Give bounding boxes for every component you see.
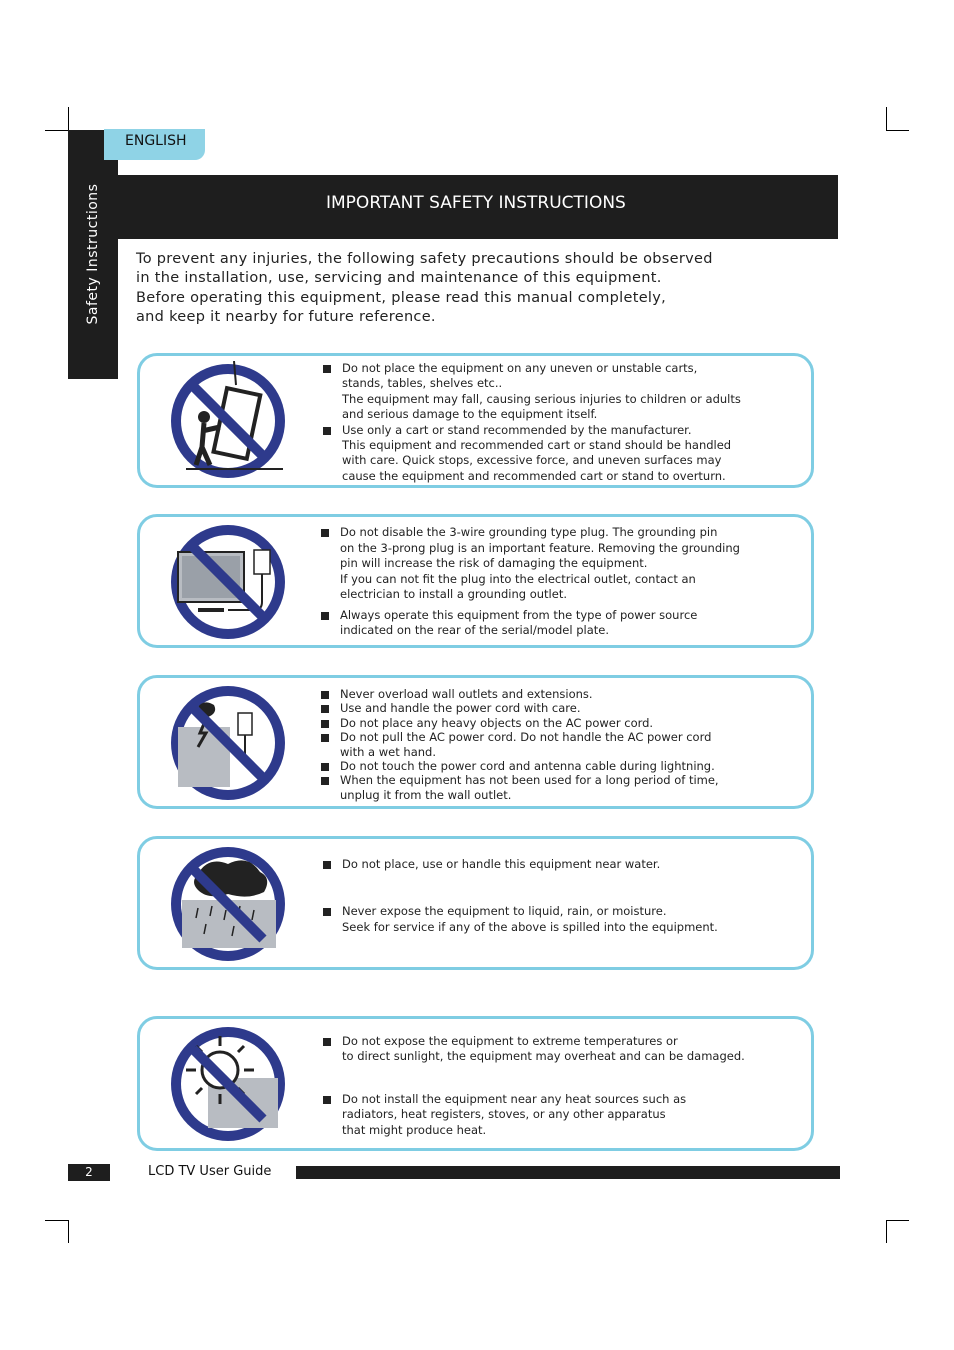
intro-line: To prevent any injuries, the following safety precautions should be observed	[136, 251, 713, 267]
footer-bar	[296, 1166, 840, 1179]
list-item: Do not place, use or handle this equipment near water.	[323, 857, 718, 872]
list-item: Use and handle the power cord with care.	[321, 701, 719, 715]
list-item: When the equipment has not been used for a long period of time, unplug it from the wall outlet.	[321, 773, 719, 802]
list-item: Do not touch the power cord and antenna cable during lightning.	[321, 759, 719, 773]
crop-mark	[886, 1220, 909, 1221]
intro-line: Before operating this equipment, please read this manual completely,	[136, 289, 667, 306]
list-item: Never overload wall outlets and extensions.	[321, 687, 719, 701]
safety-section-cart	[137, 353, 814, 488]
list-item: Use only a cart or stand recommended by the manufacturer. This equipment and recommended cart or stand should be handled with care. Quick stops, excessive force, and uneven surfaces may cause the equipment and recommended cart or stand to overturn.	[323, 423, 741, 485]
side-tab-label: Safety Instructions	[85, 183, 101, 325]
list-item: Always operate this equipment from the type of power source indicated on the rear of the serial/model plate.	[321, 608, 740, 639]
list-item: Do not place the equipment on any uneven or unstable carts, stands, tables, shelves etc.. The equipment may fall, causing serious injuries to children or adults and serious damage to the equipment itself.	[323, 361, 741, 423]
crop-mark	[886, 107, 887, 130]
bullet-list	[323, 1034, 745, 1138]
intro-line: and keep it nearby for future reference.	[136, 308, 436, 325]
page-number: 2	[68, 1164, 110, 1181]
guide-title: LCD TV User Guide	[148, 1164, 272, 1179]
intro-line: in the installation, use, servicing and maintenance of this equipment.	[136, 270, 662, 287]
language-label: ENGLISH	[125, 133, 187, 149]
list-item: Do not install the equipment near any heat sources such as radiators, heat registers, stoves, or any other apparatus that might produce heat.	[323, 1092, 745, 1138]
list-item: Do not disable the 3-wire grounding type plug. The grounding pin on the 3-prong plug is an important feature. Removing the grounding pin will increase the risk of damaging the equipment. If you can not fit the plug into the electrical outlet, contact an electrician to install a grounding outlet.	[321, 525, 740, 603]
bullet-list	[323, 857, 718, 935]
safety-section-power-cord	[137, 675, 814, 809]
crop-mark	[68, 1220, 69, 1243]
crop-mark	[886, 1220, 887, 1243]
side-section-tab	[68, 130, 118, 379]
list-item: Do not expose the equipment to extreme temperatures or to direct sunlight, the equipment may overheat and can be damaged.	[323, 1034, 745, 1065]
bullet-list	[321, 525, 740, 639]
crop-mark	[45, 1220, 68, 1221]
list-item: Do not place any heavy objects on the AC power cord.	[321, 716, 719, 730]
intro-paragraph	[136, 250, 736, 327]
grounding-plug-prohibited-icon	[168, 522, 288, 642]
language-tab	[104, 129, 205, 160]
list-item: Never expose the equipment to liquid, rain, or moisture. Seek for service if any of the above is spilled into the equipment.	[323, 904, 718, 935]
list-item: Do not pull the AC power cord. Do not handle the AC power cord with a wet hand.	[321, 730, 719, 759]
water-rain-prohibited-icon	[168, 844, 288, 964]
safety-section-water	[137, 836, 814, 970]
crop-mark	[68, 107, 69, 130]
crop-mark	[45, 130, 68, 131]
title-bar	[118, 175, 838, 239]
crop-mark	[886, 130, 909, 131]
cart-tipping-prohibited-icon	[168, 361, 288, 481]
sunlight-heat-prohibited-icon	[168, 1024, 288, 1144]
bullet-list	[323, 361, 741, 484]
bullet-list	[321, 687, 719, 802]
page-title: IMPORTANT SAFETY INSTRUCTIONS	[326, 193, 626, 213]
safety-section-grounding	[137, 514, 814, 648]
safety-section-heat	[137, 1016, 814, 1151]
power-cord-lightning-prohibited-icon	[168, 683, 288, 803]
